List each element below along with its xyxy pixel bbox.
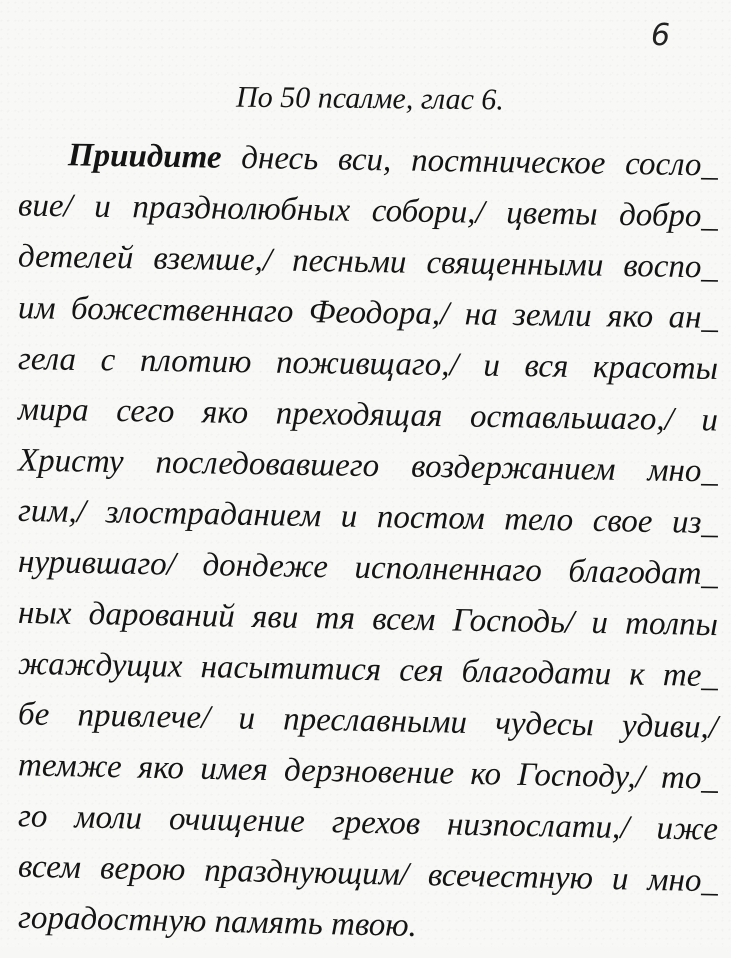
bold-initial-word: Приидите <box>67 137 222 176</box>
text-line: Христу последовавшего воздержанием мно_ <box>17 442 719 490</box>
text-line: горадостную память твою. <box>17 899 418 945</box>
page-number: 6 <box>651 18 671 53</box>
text-line: им божественнаго Феодора,/ на земли яко ан_ <box>17 290 719 336</box>
text-line: жаждущих насытитися сея благодати к те_ <box>17 645 719 695</box>
hymn-text <box>18 135 718 951</box>
text-line: всем верою празднующим/ всечестную и мно_ <box>17 848 719 900</box>
text-line-rest: днесь вси, постническое сосло_ <box>221 139 719 184</box>
text-line: темже яко имея дерзновение ко Господу,/ то_ <box>17 747 719 797</box>
text-line: бе привлече/ и преславными чудесы удиви,/ <box>17 696 719 746</box>
text-line: детелей вземше,/ песньми священными воспо_ <box>17 238 719 286</box>
text-line: ных дарований яви тя всем Господь/ и толпы <box>17 594 719 644</box>
text-line: мира сего яко преходящая оставльшаго,/ и <box>17 391 719 439</box>
text-line: вие/ и празднолюбных собори,/ цветы добро_ <box>17 187 719 235</box>
text-line: нурившаго/ дондеже исполненнаго благодат_ <box>17 543 719 593</box>
text-line: гим,/ злостраданием и постом тело свое из_ <box>17 492 719 542</box>
text-line: гела с плотию поживщаго,/ и вся красоты <box>17 341 719 387</box>
text-line: го моли очищение грехов низпослати,/ иже <box>17 798 719 848</box>
hymn-heading: По 50 псалме, глас 6. <box>235 80 505 117</box>
